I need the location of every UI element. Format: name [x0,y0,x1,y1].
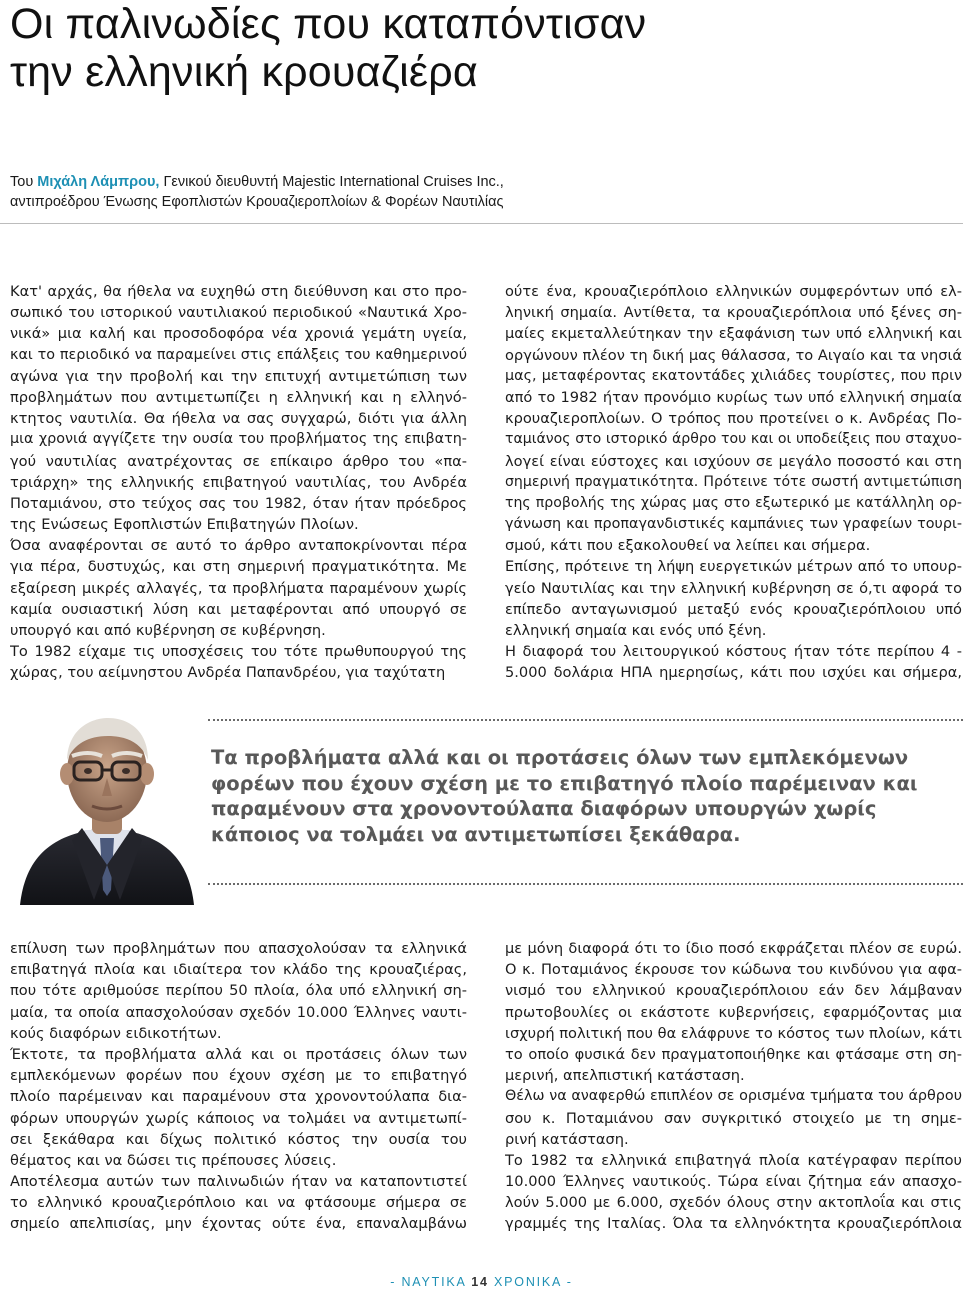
pull-quote-line: παραμένουν στα χρονοντούλαπα διαφόρων υπουργών χωρίς [211,797,877,821]
page-footer [0,1275,963,1289]
pull-quote-top-rule [208,719,963,721]
text-line: σμού, κάτι που εξακολουθεί να λείπει και σήμερα. [505,537,871,555]
text-line: για πέρα, δυστυχώς, και στη σημερινή πραγματικότητα. Με [10,558,467,576]
text-line: πρωτοβουλίες οι εκάστοτε κυβερνήσεις, εφαρμόζοντας μια [505,1003,962,1021]
text-line: γραμμές της Ιταλίας. Όλα τα ελληνόκτητα κρουαζιερόπλοια [505,1215,962,1233]
byline [10,172,950,212]
text-line: Η διαφορά του λειτουργικού κόστους ήταν τότε περίπου 4 - [505,643,962,661]
text-line: λογεί είναι εύστοχες και ισχύουν σε μεγάλο ποσοστό και στη [505,452,962,470]
text-line: Κατ' αρχάς, θα ήθελα να ευχηθώ στη διεύθυνση και στο προ- [10,283,467,300]
text-line: 5.000 δολάρια ΗΠΑ ημερησίως, κάτι που ισχύει και σήμερα, [505,664,962,682]
text-line: το ελληνικό κρουαζιερόπλοιο και να φτάσουμε σήμερα σε [10,1194,467,1212]
text-line: νισμό του ελληνικού κρουαζιερόπλοιου εάν δεν λάμβαναν [505,982,962,1000]
text-line: Ο κ. Ποταμιάνος έκρουσε τον κώδωνα του κινδύνου για αφα- [505,961,962,979]
text-line: οργώνουν πλέον τη δική μας θάλασσα, το Αιγαίο και τα νησιά [505,346,962,364]
page-number: 14 [471,1275,489,1289]
pull-quote-line: Τα προβλήματα αλλά και οι προτάσεις όλων των εμπλεκόμενων [211,746,909,769]
text-line: κρουαζιεροπλοίων. Ο τρόπος που προτείνει ο κ. Ανδρέας Πο- [505,410,962,428]
title-line-1: Οι παλινωδίες που καταπόντισαν [10,0,647,48]
pull-quote-line: φορέων που έχουν σχέση με το επιβατηγό πλοίο παρέμειναν και [211,771,918,795]
header-divider [0,223,963,224]
author-portrait [12,700,202,905]
column-2-bottom [505,938,962,1235]
footer-dash-left: - [390,1275,402,1289]
text-line: επιβατηγά πλοία και ιδιαίτερα τον κλάδο της κρουαζιέρας, [10,961,467,979]
text-line: καμία ουσιαστική λύση και μεταφέρονται από υπουργό σε [10,600,467,618]
text-line: ληνική σημαία. Αντίθετα, τα κρουαζιερόπλοια υπό ξένες ση- [505,304,962,322]
text-line: κτητος ναυτιλία. Θα ήθελα να σας συγχαρώ, διότι για άλλη [10,410,467,428]
column-2-top [505,281,962,684]
text-line: Θέλω να αναφερθώ επιπλέον σε ορισμένα τμήματα του άρθρου [505,1088,962,1105]
text-line: θέματος και να δώσει τις πρέπουσες λύσεις. [10,1151,337,1169]
text-line: που τότε αριθμούσε περίπου 50 πλοία, όλα υπό ελληνική ση- [10,982,467,1000]
pull-quote-line: κάποιος να τολμάει να αντιμετωπίσει ξεκάθαρα. [211,823,741,847]
text-line: το οποίο φυσικά δεν πραγματοποιήθηκε και φτάσαμε στη ση- [505,1045,962,1063]
byline-author: Μιχάλη Λάμπρου, [37,174,160,190]
text-line: από το 1982 ήταν προνόμιο κυρίως των υπό ελληνική σημαία [505,388,962,406]
text-line: σημερινή πραγματικότητα. Πρότεινε τότε σωστή αντιμετώπιση [505,473,962,490]
text-line: ρινή κατάσταση. [505,1130,629,1148]
text-line: Επίσης, πρότεινε τη λήψη ευεργετικών μέτρων από το υπουρ- [505,558,962,576]
text-line: επίλυση των προβλημάτων που απασχολούσαν τα ελληνικά [10,940,467,957]
text-line: ελληνική σημαία και ενός υπό ξένη. [505,622,767,639]
text-line: λούν 5.000 με 6.000, σχεδόν όλους στην ακτοπλοΐα και στις [505,1194,962,1212]
text-line: της Ενώσεως Εφοπλιστών Επιβατηγών Πλοίων. [10,516,359,534]
byline-line-2: αντιπροέδρου Ένωσης Εφοπλιστών Κρουαζιεροπλοίων & Φορέων Ναυτιλίας [10,194,504,210]
text-line: Το 1982 είχαμε τις υποσχέσεις του τότε πρωθυπουργού της [10,643,467,661]
byline-role: Γενικού διευθυντή Majestic International Cruises Inc., [159,174,504,190]
column-1-top [10,281,467,684]
pull-quote-bottom-rule [208,883,963,885]
text-line: γού ναυτιλίας ανατρέχοντας σε επίκαιρο άρθρο του «πα- [10,452,467,470]
text-line: ταμιάνος στο ιστορικό άρθρο του και οι υποδείξεις που σταχυο- [505,431,962,448]
text-line: εξαίρεση μικρές αλλαγές, τα προβλήματα παραμένουν χωρίς [10,579,467,597]
text-line: γείο Ναυτιλίας και την ελληνική κυβέρνηση σε ό,τι αφορά το [505,579,962,597]
text-line: αγώνα για την προβολή και την επιτυχή αντιμετώπιση των [10,367,467,385]
text-line: μια χρονιά αγγίζετε την ουσία του προβλήματος της επιβατη- [10,431,467,448]
text-line: φόρων υπουργών χωρίς κάποιος να τολμάει να αντιμετωπί- [10,1109,467,1127]
text-line: πλοίο παρέμειναν και παραμένουν στα χρονοντούλαπα δια- [10,1088,467,1106]
text-line: κούς διαφόρων ειδικοτήτων. [10,1024,222,1042]
text-line: μαία, τα οποία απασχολούσαν σχεδόν 10.000 Έλληνες ναυτι- [10,1003,467,1021]
text-line: με μόνη διαφορά ότι το ίδιο ποσό εκφράζεται πλέον σε ευρώ. [505,940,962,957]
footer-magazine-word-1: ΝΑΥΤΙΚΑ [401,1275,472,1289]
text-line: 10.000 Έλληνες ναυτικούς. Τώρα είναι ζήτημα εάν απασχο- [505,1173,962,1191]
text-line: νικά» μια καλή και προσοδοφόρα νέα χρονιά γεμάτη υγεία, [10,325,467,343]
text-line: και το περιοδικό να παραμείνει στις επάλξεις του καθημερινού [10,346,467,363]
text-line: εμπλεκόμενων φορέων που έχουν σχέση με το επιβατηγό [10,1067,467,1085]
text-line: σωπικό του ιστορικού ναυτιλιακού περιοδικού «Ναυτικά Χρο- [10,304,467,322]
byline-prefix: Του [10,174,38,190]
text-line: Ποταμιάνου, στο τεύχος σας του 1982, όταν ήταν πρόεδρος [10,494,467,512]
text-line: Αποτέλεσμα αυτών των παλινωδιών ήταν να καταποντιστεί [10,1173,467,1191]
text-line: Έκτοτε, τα προβλήματα αλλά και οι προτάσεις όλων των [10,1045,467,1063]
text-line: ισχυρή πολιτική που θα ελάφρυνε το κόστος των πλοίων, κάτι [505,1024,962,1042]
title-line-2: την ελληνική κρουαζιέρα [10,48,478,96]
column-1-bottom [10,938,467,1235]
text-line: υπουργό και από κυβέρνηση σε κυβέρνηση. [10,622,326,639]
text-line: σει ξεκάθαρα και δίχως πολιτικό κόστος την ουσία του [10,1130,467,1148]
text-line: προβλημάτων που αντιμετωπίζει η ελληνική και η ελληνό- [10,388,467,406]
text-line: της προβολής της χώρας μας στο εξωτερικό με κατάλληλη ορ- [505,494,962,511]
footer-dash-right: - [561,1275,573,1289]
text-line: επίπεδο ανταγωνισμού μεταξύ ενός κρουαζιερόπλοιου υπό [505,600,962,618]
text-line: Το 1982 τα ελληνικά επιβατηγά πλοία κατέγραφαν περίπου [505,1151,962,1169]
text-line: χώρας, του αείμνηστου Ανδρέα Παπανδρέου, για ταχύτατη [10,664,446,682]
text-line: ούτε ένα, κρουαζιερόπλοιο ελληνικών συμφερόντων υπό ελ- [505,283,962,300]
text-line: σου κ. Ποταμιάνου σαν συγκριτικό στοιχείο με τη σημε- [505,1109,962,1127]
text-line: μας, μεταφέροντας εκατοντάδες χιλιάδες τουρίστες, που πριν [505,367,962,384]
pull-quote [211,745,956,848]
byline-line-1 [10,172,950,192]
text-line: μερινή, απελπιστική κατάσταση. [505,1067,745,1085]
text-line: γάνωση και προπαγανδιστικές καμπάνιες των γραφείων τουρι- [505,516,962,533]
article-title [10,0,950,96]
text-line: τριάρχη» της ελληνικής επιβατηγού ναυτιλίας, του Ανδρέα [10,473,467,491]
text-line: Όσα αναφέρονται σε αυτό το άρθρο ανταποκρίνονται πέρα [10,537,467,555]
text-line: σημείο απελπισίας, μην έχοντας ούτε ένα, επαναλαμβάνω [10,1215,467,1233]
footer-magazine-word-2: ΧΡΟΝΙΚΑ [488,1275,562,1289]
text-line: μαίες εκμεταλλεύτηκαν την εξαφάνιση των υπό ελληνική και [505,325,962,343]
